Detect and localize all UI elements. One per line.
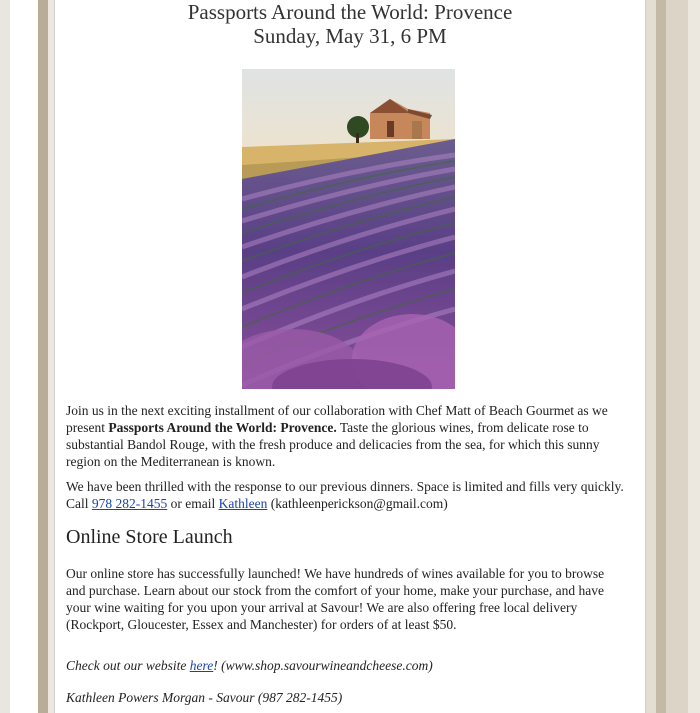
event-title: Passports Around the World: Provence [187,0,513,24]
provence-lavender-image [242,69,455,389]
online-store-paragraph: Our online store has successfully launched! We have hundreds of wines available for you to browse and purchase. Learn about our stock from the comfort of your home, make your purchase, and have your wine waiting for you upon your arrival at Savour! We are also offering free local delivery (Rockport, Gloucester, Essex and Manchester) for orders of at least $50. [66,566,605,632]
page-border-right-inner [646,0,656,713]
event-date: Sunday, May 31, 6 PM [253,24,447,48]
website-paragraph: Check out our website here! (www.shop.savourwineandcheese.com) [66,658,433,673]
page-border-right-outer [688,0,700,713]
email-kathleen-link[interactable]: Kathleen [218,496,268,511]
online-store-heading: Online Store Launch [66,526,233,548]
page-border-left-outer [0,0,10,713]
contact-paragraph: We have been thrilled with the response to our previous dinners. Space is limited and fills very quickly. Call 978 282-1455 or email Kathleen (kathleenperickson@gmail.com) [66,479,624,511]
page-border-left-white [10,0,38,713]
signature: Kathleen Powers Morgan - Savour (987 282-1455) [66,690,343,705]
page-border-left-tan [38,0,48,713]
page-border-right-tan [656,0,666,713]
phone-link[interactable]: 978 282-1455 [91,496,168,511]
intro-paragraph: Join us in the next exciting installment of our collaboration with Chef Matt of Beach Gourmet as we present Passports Around the World: Provence. Taste the glorious wines, from delicate rose to substantial Bandol Rouge, with the fresh produce and delicacies from the sea, for which this sunny region on the Mediterranean is known. [66,403,608,469]
newsletter-body [54,0,646,713]
event-name-bold: Passports Around the World: Provence. [108,420,337,435]
page-border-right-beige [666,0,688,713]
website-here-link[interactable]: here [189,658,214,673]
